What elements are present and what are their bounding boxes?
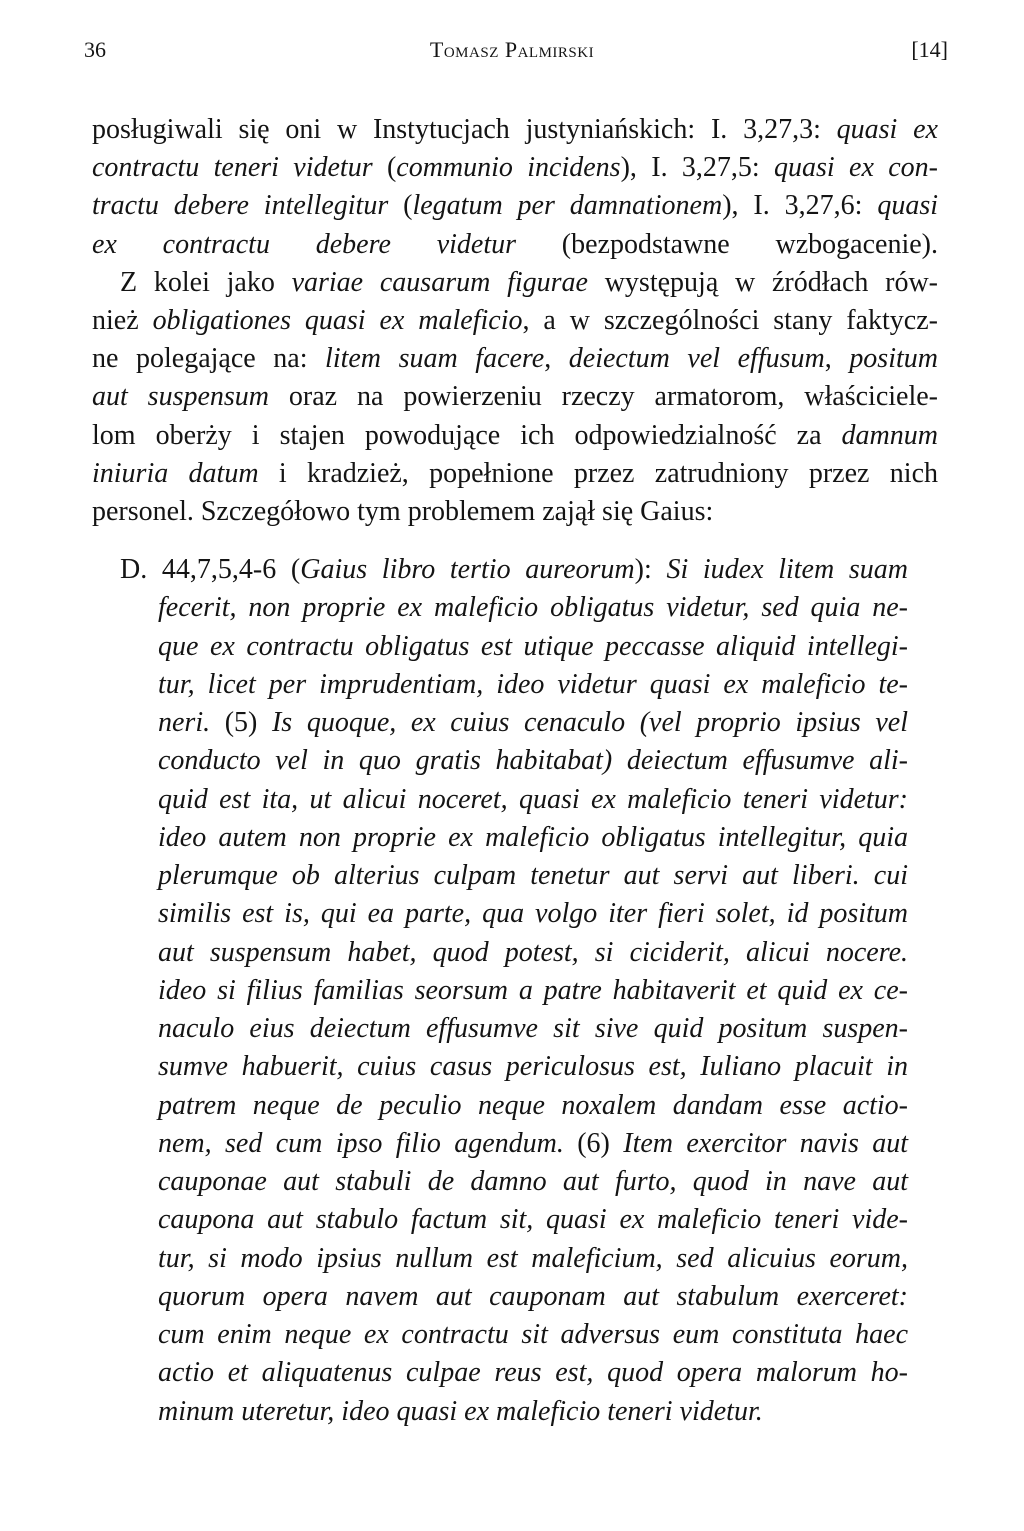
quote-text-line bbox=[158, 897, 908, 931]
body-text-line bbox=[92, 151, 938, 185]
quote-text-line bbox=[158, 668, 908, 702]
page-number: 36 bbox=[84, 37, 106, 62]
italic-text: minum uteretur, ideo quasi ex maleficio teneri videtur. bbox=[158, 1395, 763, 1427]
quote-text-line bbox=[158, 1318, 908, 1352]
italic-text: Gaius libro tertio aureorum bbox=[300, 554, 635, 585]
italic-text: aut suspensum habet, quod potest, si ciciderit, alicui nocere. bbox=[158, 936, 908, 968]
text-run: , bbox=[544, 343, 569, 375]
italic-text: legatum per damnationem bbox=[412, 190, 723, 222]
quote-text-line bbox=[158, 821, 908, 855]
text-run: (5) bbox=[210, 707, 272, 738]
italic-text: Si iudex litem suam bbox=[666, 554, 908, 585]
quote-text-line bbox=[158, 591, 908, 625]
quote-text-line bbox=[158, 1127, 908, 1161]
quote-text-line bbox=[158, 744, 908, 778]
text-run: ( bbox=[388, 190, 413, 222]
body-text-line bbox=[92, 228, 938, 262]
italic-text: cauponae aut stabuli de damno aut furto, quod in nave aut bbox=[158, 1166, 908, 1197]
italic-text: fecerit, non proprie ex maleficio obligatus videtur, sed quia ne- bbox=[158, 592, 908, 624]
italic-text: neri. bbox=[158, 707, 211, 738]
italic-text: aut suspensum bbox=[92, 381, 270, 413]
italic-text: ideo autem non proprie ex maleficio obligatus intellegitur, quia bbox=[158, 821, 908, 853]
italic-text: que ex contractu obligatus est utique peccasse aliquid intellegi- bbox=[158, 630, 908, 662]
italic-text: tur, licet per imprudentiam, ideo videtur quasi ex maleficio te- bbox=[158, 668, 908, 700]
text-run: ), I. 3,27,6: bbox=[722, 190, 878, 222]
text-run: ne polegające na: bbox=[92, 343, 326, 375]
italic-text: cum enim neque ex contractu sit adversus eum constituta haec bbox=[158, 1319, 908, 1350]
text-run: , a w szczególności stany faktycz- bbox=[522, 305, 938, 336]
italic-text: quid est ita, ut alicui noceret, quasi ex maleficio teneri videtur: bbox=[158, 783, 908, 815]
text-run: posługiwali się oni w Instytucjach justyniańskich: I. 3,27,3: bbox=[92, 114, 837, 145]
quote-text-line bbox=[158, 936, 908, 970]
italic-text: plerumque ob alterius culpam tenetur aut servi aut liberi. cui bbox=[158, 860, 908, 891]
italic-text: sumve habuerit, cuius casus periculosus est, Iuliano placuit in bbox=[158, 1051, 908, 1083]
italic-text: variae causarum figurae bbox=[291, 266, 588, 298]
italic-text: communio incidens bbox=[396, 152, 621, 184]
body-text-line bbox=[92, 189, 938, 223]
text-run: ( bbox=[372, 152, 397, 184]
section-reference: [14] bbox=[911, 37, 948, 62]
quote-text-line bbox=[120, 553, 908, 587]
text-run: ), I. 3,27,5: bbox=[620, 152, 775, 184]
italic-text: litem suam facere bbox=[325, 343, 545, 375]
italic-text: naculo eius deiectum effusumve sit sive quid positum suspen- bbox=[158, 1013, 908, 1044]
text-run: występują w źródłach rów- bbox=[587, 266, 938, 298]
italic-text: Item exercitor navis aut bbox=[623, 1127, 908, 1159]
italic-text: tur, si modo ipsius nullum est maleficium, sed alicuius eorum, bbox=[158, 1242, 908, 1274]
italic-text: deiectum vel effusum bbox=[568, 343, 825, 375]
italic-text: actio et aliquatenus culpae reus est, quod opera malorum ho- bbox=[158, 1357, 908, 1389]
italic-text: damnum bbox=[841, 419, 938, 451]
quote-text-line bbox=[158, 1012, 908, 1046]
text-run: nież bbox=[92, 305, 153, 336]
quote-text-line bbox=[158, 1356, 908, 1390]
text-run: D. 44,7,5,4-6 ( bbox=[120, 554, 301, 585]
italic-text: similis est is, qui ea parte, qua volgo iter fieri solet, id positum bbox=[158, 898, 908, 930]
italic-text: caupona aut stabulo factum sit, quasi ex maleficio teneri vide- bbox=[158, 1204, 908, 1236]
italic-text: quorum opera navem aut cauponam aut stabulum exerceret: bbox=[158, 1280, 908, 1312]
text-run: i kradzież, popełnione przez zatrudniony przez nich bbox=[258, 457, 938, 489]
text-run: , bbox=[824, 343, 850, 375]
running-head-author: Tomasz Palmirski bbox=[429, 37, 595, 62]
italic-text: quasi ex con- bbox=[774, 152, 938, 184]
italic-text: ideo si filius familias seorsum a patre habitaverit et quid ex ce- bbox=[158, 974, 908, 1006]
quote-text-line bbox=[158, 1089, 908, 1123]
text-run: oraz na powierzeniu rzeczy armatorom, właściciele- bbox=[269, 381, 938, 413]
text-run: ): bbox=[634, 554, 667, 585]
body-text-line bbox=[92, 457, 938, 491]
body-text-line bbox=[120, 266, 938, 300]
italic-text: obligationes quasi ex maleficio bbox=[152, 305, 523, 336]
italic-text: patrem neque de peculio neque noxalem dandam esse actio- bbox=[158, 1089, 908, 1121]
body-text-line bbox=[92, 113, 938, 147]
text-run: personel. Szczegółowo tym problemem zajął się Gaius: bbox=[92, 496, 714, 527]
text-run: (bezpodstawne wzbogacenie). bbox=[516, 228, 938, 260]
quote-text-line bbox=[158, 783, 908, 817]
italic-text: nem, sed cum ipso filio agendum. bbox=[158, 1127, 564, 1159]
italic-text: positum bbox=[849, 343, 938, 375]
quote-text-line bbox=[158, 706, 908, 740]
text-run: (6) bbox=[563, 1127, 624, 1159]
italic-text: iniuria datum bbox=[92, 457, 259, 489]
quote-text-line bbox=[158, 859, 908, 893]
quote-text-line bbox=[158, 974, 908, 1008]
body-text-line bbox=[92, 380, 938, 414]
italic-text: tractu debere intellegitur bbox=[92, 190, 389, 222]
body-text-line bbox=[92, 304, 938, 338]
text-run: Z kolei jako bbox=[120, 266, 292, 298]
body-text-line bbox=[92, 342, 938, 376]
text-run: lom oberży i stajen powodujące ich odpowiedzialność za bbox=[92, 419, 842, 451]
italic-text: conducto vel in quo gratis habitabat) deiectum effusumve ali- bbox=[158, 745, 908, 777]
italic-text: contractu teneri videtur bbox=[92, 152, 373, 184]
italic-text: quasi bbox=[877, 190, 938, 222]
body-text-line bbox=[92, 495, 713, 529]
body-text-line bbox=[92, 419, 938, 453]
italic-text: quasi ex bbox=[836, 114, 938, 145]
quote-text-line bbox=[158, 630, 908, 664]
italic-text: ex contractu debere videtur bbox=[92, 228, 516, 260]
quote-text-line bbox=[158, 1280, 908, 1314]
quote-text-line bbox=[158, 1242, 908, 1276]
quote-text-line bbox=[158, 1395, 763, 1429]
quote-text-line bbox=[158, 1050, 908, 1084]
italic-text: Is quoque, ex cuius cenaculo (vel proprio ipsius vel bbox=[271, 707, 908, 738]
quote-text-line bbox=[158, 1203, 908, 1237]
quote-text-line bbox=[158, 1165, 908, 1199]
